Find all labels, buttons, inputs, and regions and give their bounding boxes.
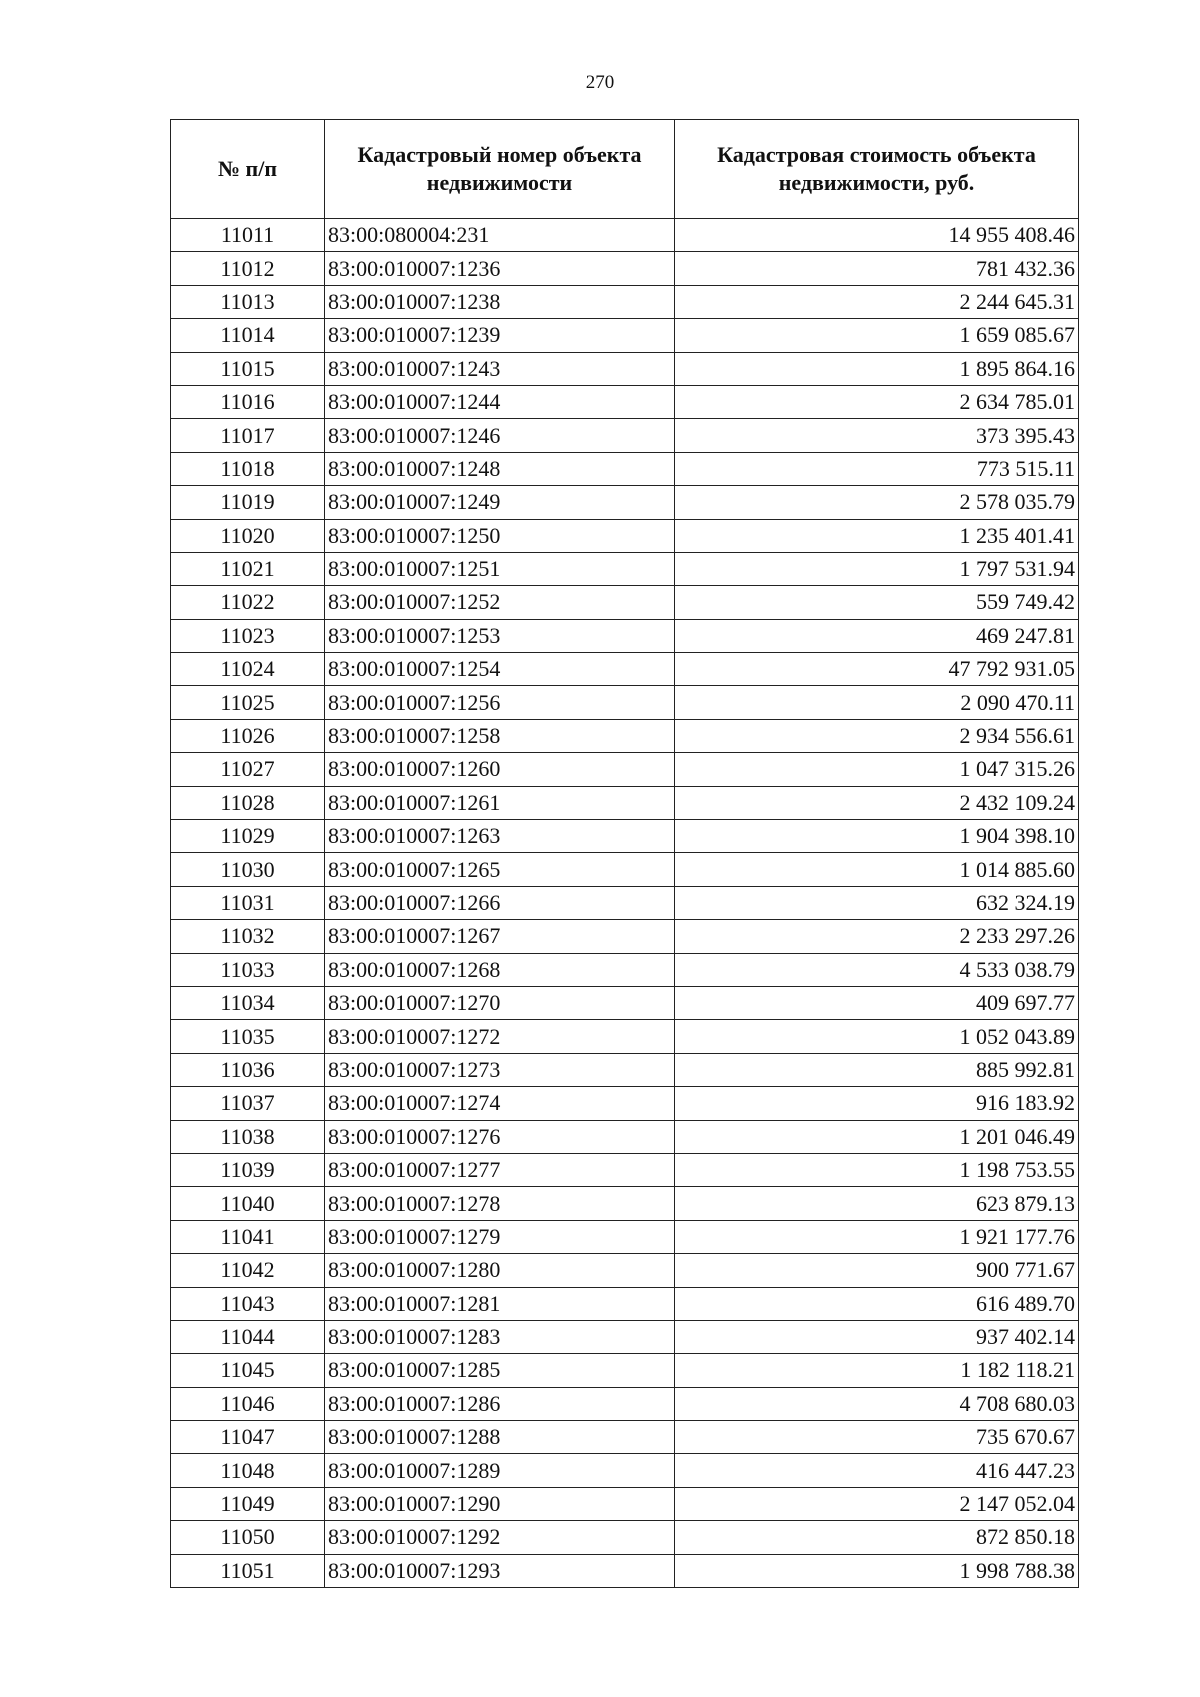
- cell-number: 11021: [171, 552, 325, 585]
- table-row: [171, 953, 1079, 986]
- cell-cadastral-value: 1 052 043.89: [675, 1020, 1079, 1053]
- cell-cadastral-value: 735 670.67: [675, 1421, 1079, 1454]
- cell-cadastral-number: 83:00:010007:1244: [325, 385, 675, 418]
- cell-cadastral-number: 83:00:010007:1239: [325, 319, 675, 352]
- table-row: [171, 1454, 1079, 1487]
- table-row: [171, 1153, 1079, 1186]
- table-row: [171, 1220, 1079, 1253]
- cell-cadastral-number: 83:00:010007:1280: [325, 1254, 675, 1287]
- cell-number: 11029: [171, 820, 325, 853]
- page-number: 270: [585, 72, 615, 93]
- cell-cadastral-value: 2 578 035.79: [675, 486, 1079, 519]
- table-body: [171, 219, 1079, 1588]
- cell-cadastral-value: 623 879.13: [675, 1187, 1079, 1220]
- cell-cadastral-value: 937 402.14: [675, 1320, 1079, 1353]
- cell-number: 11038: [171, 1120, 325, 1153]
- cell-cadastral-value: 1 047 315.26: [675, 753, 1079, 786]
- cell-cadastral-number: 83:00:010007:1246: [325, 419, 675, 452]
- cell-number: 11014: [171, 319, 325, 352]
- cell-cadastral-value: 373 395.43: [675, 419, 1079, 452]
- cell-cadastral-number: 83:00:010007:1253: [325, 619, 675, 652]
- cell-number: 11051: [171, 1554, 325, 1587]
- table-row: [171, 419, 1079, 452]
- cell-cadastral-value: 2 147 052.04: [675, 1487, 1079, 1520]
- cell-number: 11018: [171, 452, 325, 485]
- cell-cadastral-number: 83:00:010007:1277: [325, 1153, 675, 1186]
- cell-cadastral-value: 616 489.70: [675, 1287, 1079, 1320]
- cell-number: 11046: [171, 1387, 325, 1420]
- table-row: [171, 1087, 1079, 1120]
- cell-cadastral-number: 83:00:010007:1266: [325, 886, 675, 919]
- table-row: [171, 1187, 1079, 1220]
- table-row: [171, 452, 1079, 485]
- table-row: [171, 586, 1079, 619]
- cell-cadastral-value: 1 998 788.38: [675, 1554, 1079, 1587]
- cell-number: 11041: [171, 1220, 325, 1253]
- table-row: [171, 986, 1079, 1019]
- cell-number: 11025: [171, 686, 325, 719]
- cell-cadastral-value: 872 850.18: [675, 1521, 1079, 1554]
- cell-number: 11047: [171, 1421, 325, 1454]
- cell-cadastral-number: 83:00:010007:1263: [325, 820, 675, 853]
- cell-number: 11023: [171, 619, 325, 652]
- cell-cadastral-value: 1 198 753.55: [675, 1153, 1079, 1186]
- cell-number: 11011: [171, 219, 325, 252]
- table-row: [171, 653, 1079, 686]
- column-header-cadastral-value: Кадастровая стоимость объекта недвижимости, руб.: [675, 120, 1079, 219]
- cell-number: 11039: [171, 1153, 325, 1186]
- cell-number: 11020: [171, 519, 325, 552]
- table-row: [171, 719, 1079, 752]
- table-row: [171, 1120, 1079, 1153]
- cell-cadastral-value: 2 934 556.61: [675, 719, 1079, 752]
- table-row: [171, 619, 1079, 652]
- cell-cadastral-number: 83:00:010007:1281: [325, 1287, 675, 1320]
- cell-number: 11050: [171, 1521, 325, 1554]
- cell-number: 11013: [171, 285, 325, 318]
- cell-number: 11045: [171, 1354, 325, 1387]
- cell-cadastral-value: 1 659 085.67: [675, 319, 1079, 352]
- cell-number: 11026: [171, 719, 325, 752]
- table-row: [171, 1320, 1079, 1353]
- cell-cadastral-value: 1 904 398.10: [675, 820, 1079, 853]
- cell-number: 11028: [171, 786, 325, 819]
- cell-cadastral-value: 781 432.36: [675, 252, 1079, 285]
- cell-cadastral-value: 2 432 109.24: [675, 786, 1079, 819]
- cell-cadastral-value: 2 244 645.31: [675, 285, 1079, 318]
- table-row: [171, 920, 1079, 953]
- table-row: [171, 1354, 1079, 1387]
- cell-cadastral-number: 83:00:010007:1236: [325, 252, 675, 285]
- cell-number: 11040: [171, 1187, 325, 1220]
- cell-number: 11012: [171, 252, 325, 285]
- cell-cadastral-value: 14 955 408.46: [675, 219, 1079, 252]
- cell-cadastral-value: 885 992.81: [675, 1053, 1079, 1086]
- cell-cadastral-value: 1 182 118.21: [675, 1354, 1079, 1387]
- cell-cadastral-value: 1 201 046.49: [675, 1120, 1079, 1153]
- cell-cadastral-number: 83:00:010007:1278: [325, 1187, 675, 1220]
- table-row: [171, 1254, 1079, 1287]
- table-row: [171, 1387, 1079, 1420]
- cell-cadastral-value: 416 447.23: [675, 1454, 1079, 1487]
- cell-cadastral-value: 916 183.92: [675, 1087, 1079, 1120]
- table-row: [171, 385, 1079, 418]
- cell-number: 11032: [171, 920, 325, 953]
- cell-cadastral-number: 83:00:010007:1283: [325, 1320, 675, 1353]
- cell-cadastral-number: 83:00:010007:1261: [325, 786, 675, 819]
- cell-cadastral-value: 47 792 931.05: [675, 653, 1079, 686]
- cell-cadastral-number: 83:00:010007:1258: [325, 719, 675, 752]
- cell-cadastral-number: 83:00:010007:1273: [325, 1053, 675, 1086]
- cell-cadastral-number: 83:00:010007:1293: [325, 1554, 675, 1587]
- cell-cadastral-value: 773 515.11: [675, 452, 1079, 485]
- cell-cadastral-number: 83:00:010007:1285: [325, 1354, 675, 1387]
- cell-cadastral-value: 1 235 401.41: [675, 519, 1079, 552]
- table-row: [171, 1053, 1079, 1086]
- cell-number: 11049: [171, 1487, 325, 1520]
- table-row: [171, 219, 1079, 252]
- cell-cadastral-number: 83:00:010007:1260: [325, 753, 675, 786]
- cell-number: 11035: [171, 1020, 325, 1053]
- cadastral-value-table: [170, 119, 1079, 1588]
- cell-number: 11016: [171, 385, 325, 418]
- cell-cadastral-value: 2 233 297.26: [675, 920, 1079, 953]
- cell-cadastral-number: 83:00:010007:1250: [325, 519, 675, 552]
- cell-cadastral-number: 83:00:010007:1254: [325, 653, 675, 686]
- cell-cadastral-value: 559 749.42: [675, 586, 1079, 619]
- cell-cadastral-value: 900 771.67: [675, 1254, 1079, 1287]
- cell-number: 11022: [171, 586, 325, 619]
- table-row: [171, 786, 1079, 819]
- table-row: [171, 519, 1079, 552]
- cell-number: 11031: [171, 886, 325, 919]
- cell-number: 11015: [171, 352, 325, 385]
- cell-cadastral-value: 4 533 038.79: [675, 953, 1079, 986]
- table-row: [171, 1421, 1079, 1454]
- cell-number: 11037: [171, 1087, 325, 1120]
- table-row: [171, 319, 1079, 352]
- cell-number: 11027: [171, 753, 325, 786]
- table-header-row: [171, 120, 1079, 219]
- cell-cadastral-value: 2 090 470.11: [675, 686, 1079, 719]
- table-row: [171, 820, 1079, 853]
- table-row: [171, 285, 1079, 318]
- cell-number: 11036: [171, 1053, 325, 1086]
- table-row: [171, 686, 1079, 719]
- cell-cadastral-number: 83:00:010007:1290: [325, 1487, 675, 1520]
- table-row: [171, 853, 1079, 886]
- cell-cadastral-number: 83:00:010007:1265: [325, 853, 675, 886]
- table-row: [171, 886, 1079, 919]
- cell-number: 11034: [171, 986, 325, 1019]
- cell-cadastral-value: 409 697.77: [675, 986, 1079, 1019]
- table-row: [171, 1020, 1079, 1053]
- table-row: [171, 1521, 1079, 1554]
- table-row: [171, 1487, 1079, 1520]
- cell-cadastral-number: 83:00:010007:1276: [325, 1120, 675, 1153]
- cell-cadastral-number: 83:00:010007:1268: [325, 953, 675, 986]
- cell-number: 11044: [171, 1320, 325, 1353]
- table-row: [171, 252, 1079, 285]
- cell-cadastral-number: 83:00:010007:1279: [325, 1220, 675, 1253]
- table-row: [171, 753, 1079, 786]
- cell-number: 11048: [171, 1454, 325, 1487]
- cell-cadastral-number: 83:00:010007:1249: [325, 486, 675, 519]
- cell-number: 11017: [171, 419, 325, 452]
- cell-cadastral-value: 632 324.19: [675, 886, 1079, 919]
- cell-cadastral-value: 4 708 680.03: [675, 1387, 1079, 1420]
- table-row: [171, 352, 1079, 385]
- cell-cadastral-value: 2 634 785.01: [675, 385, 1079, 418]
- cell-cadastral-number: 83:00:010007:1289: [325, 1454, 675, 1487]
- cell-cadastral-value: 1 921 177.76: [675, 1220, 1079, 1253]
- cell-cadastral-number: 83:00:010007:1274: [325, 1087, 675, 1120]
- cell-number: 11043: [171, 1287, 325, 1320]
- cell-cadastral-value: 469 247.81: [675, 619, 1079, 652]
- table-row: [171, 552, 1079, 585]
- cell-cadastral-number: 83:00:010007:1238: [325, 285, 675, 318]
- cell-cadastral-number: 83:00:010007:1243: [325, 352, 675, 385]
- cell-cadastral-number: 83:00:010007:1292: [325, 1521, 675, 1554]
- column-header-number: № п/п: [171, 120, 325, 219]
- cell-number: 11042: [171, 1254, 325, 1287]
- cell-cadastral-number: 83:00:010007:1270: [325, 986, 675, 1019]
- table-row: [171, 486, 1079, 519]
- cell-cadastral-number: 83:00:010007:1267: [325, 920, 675, 953]
- cell-cadastral-number: 83:00:010007:1251: [325, 552, 675, 585]
- cell-number: 11033: [171, 953, 325, 986]
- cell-number: 11024: [171, 653, 325, 686]
- cell-cadastral-number: 83:00:080004:231: [325, 219, 675, 252]
- cell-cadastral-number: 83:00:010007:1256: [325, 686, 675, 719]
- cell-number: 11030: [171, 853, 325, 886]
- cell-cadastral-number: 83:00:010007:1252: [325, 586, 675, 619]
- cell-cadastral-number: 83:00:010007:1248: [325, 452, 675, 485]
- column-header-cadastral-number: Кадастровый номер объекта недвижимости: [325, 120, 675, 219]
- cell-cadastral-number: 83:00:010007:1286: [325, 1387, 675, 1420]
- table-row: [171, 1287, 1079, 1320]
- cell-cadastral-number: 83:00:010007:1288: [325, 1421, 675, 1454]
- cell-cadastral-value: 1 014 885.60: [675, 853, 1079, 886]
- cell-cadastral-value: 1 895 864.16: [675, 352, 1079, 385]
- cell-cadastral-value: 1 797 531.94: [675, 552, 1079, 585]
- cell-cadastral-number: 83:00:010007:1272: [325, 1020, 675, 1053]
- cell-number: 11019: [171, 486, 325, 519]
- table-row: [171, 1554, 1079, 1587]
